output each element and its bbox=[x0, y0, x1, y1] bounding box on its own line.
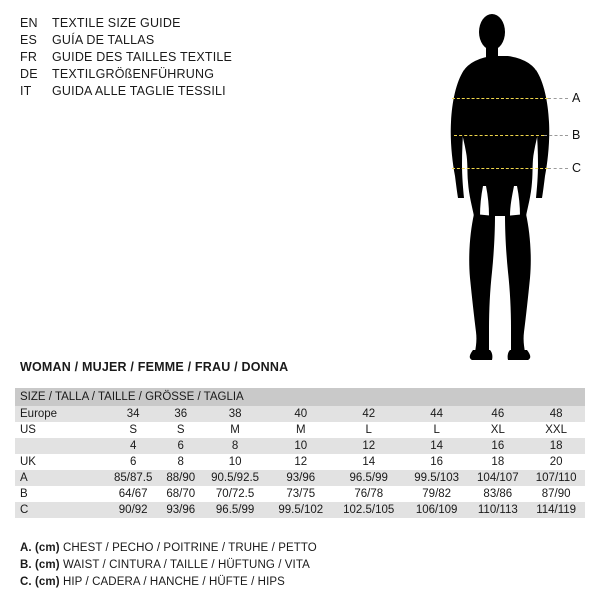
cell: 73/75 bbox=[269, 486, 332, 502]
language-text: GUÍA DE TALLAS bbox=[52, 33, 155, 47]
cell: 16 bbox=[468, 438, 527, 454]
row-label: A bbox=[15, 470, 106, 486]
legend-row bbox=[20, 574, 580, 591]
cell: 68/70 bbox=[160, 486, 201, 502]
waist-pointer-line bbox=[544, 135, 568, 136]
row-label: UK bbox=[15, 454, 106, 470]
cell: 93/96 bbox=[269, 470, 332, 486]
language-code: EN bbox=[20, 16, 38, 30]
legend-text: CHEST / PECHO / POITRINE / TRUHE / PETTO bbox=[62, 542, 317, 554]
cell: 8 bbox=[160, 454, 201, 470]
language-code: ES bbox=[20, 33, 38, 47]
row-label bbox=[15, 438, 106, 454]
cell: 90.5/92.5 bbox=[201, 470, 269, 486]
cell: 12 bbox=[269, 454, 332, 470]
female-silhouette-figure bbox=[410, 10, 600, 370]
legend-text: HIP / CADERA / HANCHE / HÜFTE / HIPS bbox=[62, 576, 285, 588]
table-row bbox=[15, 406, 585, 422]
language-code: FR bbox=[20, 50, 38, 64]
legend-key: C. (cm) bbox=[20, 576, 60, 588]
legend-key: B. (cm) bbox=[20, 559, 60, 571]
language-code: DE bbox=[20, 67, 38, 81]
language-text: GUIDA ALLE TAGLIE TESSILI bbox=[52, 84, 226, 98]
cell: 93/96 bbox=[160, 502, 201, 518]
cell: L bbox=[332, 422, 404, 438]
chest-pointer-line bbox=[548, 98, 568, 99]
cell: 16 bbox=[405, 454, 468, 470]
cell: 48 bbox=[527, 406, 585, 422]
woman-silhouette-icon bbox=[410, 10, 600, 370]
cell: 18 bbox=[468, 454, 527, 470]
cell: 70/72.5 bbox=[201, 486, 269, 502]
cell: 46 bbox=[468, 406, 527, 422]
cell: 10 bbox=[269, 438, 332, 454]
row-label: C bbox=[15, 502, 106, 518]
cell: 6 bbox=[106, 454, 160, 470]
cell: S bbox=[106, 422, 160, 438]
language-row bbox=[20, 33, 320, 50]
row-label: US bbox=[15, 422, 106, 438]
table-row bbox=[15, 486, 585, 502]
table-row bbox=[15, 454, 585, 470]
language-text: TEXTILE SIZE GUIDE bbox=[52, 16, 181, 30]
legend-key: A. (cm) bbox=[20, 542, 60, 554]
table-row bbox=[15, 438, 585, 454]
language-row bbox=[20, 16, 320, 33]
cell: 96.5/99 bbox=[332, 470, 404, 486]
label-a: A bbox=[572, 91, 581, 105]
language-row bbox=[20, 67, 320, 84]
row-label: B bbox=[15, 486, 106, 502]
cell: 99.5/102 bbox=[269, 502, 332, 518]
cell: 14 bbox=[332, 454, 404, 470]
cell: 102.5/105 bbox=[332, 502, 404, 518]
label-b: B bbox=[572, 128, 581, 142]
language-row bbox=[20, 50, 320, 67]
cell: 76/78 bbox=[332, 486, 404, 502]
cell: 64/67 bbox=[106, 486, 160, 502]
cell: 40 bbox=[269, 406, 332, 422]
cell: 34 bbox=[106, 406, 160, 422]
size-table bbox=[15, 388, 585, 518]
cell: 87/90 bbox=[527, 486, 585, 502]
cell: 42 bbox=[332, 406, 404, 422]
cell: XXL bbox=[527, 422, 585, 438]
table-row bbox=[15, 502, 585, 518]
cell: 99.5/103 bbox=[405, 470, 468, 486]
cell: 79/82 bbox=[405, 486, 468, 502]
language-row bbox=[20, 84, 320, 101]
cell: 90/92 bbox=[106, 502, 160, 518]
legend-row bbox=[20, 557, 580, 574]
cell: 104/107 bbox=[468, 470, 527, 486]
cell: 96.5/99 bbox=[201, 502, 269, 518]
waist-measure-line bbox=[454, 135, 544, 136]
cell: 38 bbox=[201, 406, 269, 422]
chest-measure-line bbox=[452, 98, 548, 99]
cell: 114/119 bbox=[527, 502, 585, 518]
cell: 20 bbox=[527, 454, 585, 470]
language-code: IT bbox=[20, 84, 32, 98]
cell: 107/110 bbox=[527, 470, 585, 486]
hip-measure-line bbox=[452, 168, 548, 169]
legend-text: WAIST / CINTURA / TAILLE / HÜFTUNG / VITA bbox=[62, 559, 310, 571]
table-row bbox=[15, 422, 585, 438]
table-header-label: SIZE / TALLA / TAILLE / GRÖSSE / TAGLIA bbox=[15, 388, 585, 406]
cell: 18 bbox=[527, 438, 585, 454]
table-row bbox=[15, 470, 585, 486]
table-header-row bbox=[15, 388, 585, 406]
cell: 6 bbox=[160, 438, 201, 454]
cell: 14 bbox=[405, 438, 468, 454]
cell: 88/90 bbox=[160, 470, 201, 486]
cell: 83/86 bbox=[468, 486, 527, 502]
cell: 85/87.5 bbox=[106, 470, 160, 486]
cell: L bbox=[405, 422, 468, 438]
cell: 106/109 bbox=[405, 502, 468, 518]
section-title: WOMAN / MUJER / FEMME / FRAU / DONNA bbox=[20, 360, 289, 374]
cell: M bbox=[269, 422, 332, 438]
cell: 4 bbox=[106, 438, 160, 454]
language-title-block bbox=[20, 16, 320, 101]
cell: M bbox=[201, 422, 269, 438]
cell: 110/113 bbox=[468, 502, 527, 518]
measurement-legend bbox=[20, 540, 580, 591]
legend-row bbox=[20, 540, 580, 557]
cell: 8 bbox=[201, 438, 269, 454]
language-text: GUIDE DES TAILLES TEXTILE bbox=[52, 50, 233, 64]
cell: XL bbox=[468, 422, 527, 438]
cell: 12 bbox=[332, 438, 404, 454]
hip-pointer-line bbox=[548, 168, 568, 169]
cell: 36 bbox=[160, 406, 201, 422]
cell: 44 bbox=[405, 406, 468, 422]
row-label: Europe bbox=[15, 406, 106, 422]
cell: S bbox=[160, 422, 201, 438]
language-text: TEXTILGRÖßENFÜHRUNG bbox=[52, 67, 215, 81]
cell: 10 bbox=[201, 454, 269, 470]
label-c: C bbox=[572, 161, 582, 175]
